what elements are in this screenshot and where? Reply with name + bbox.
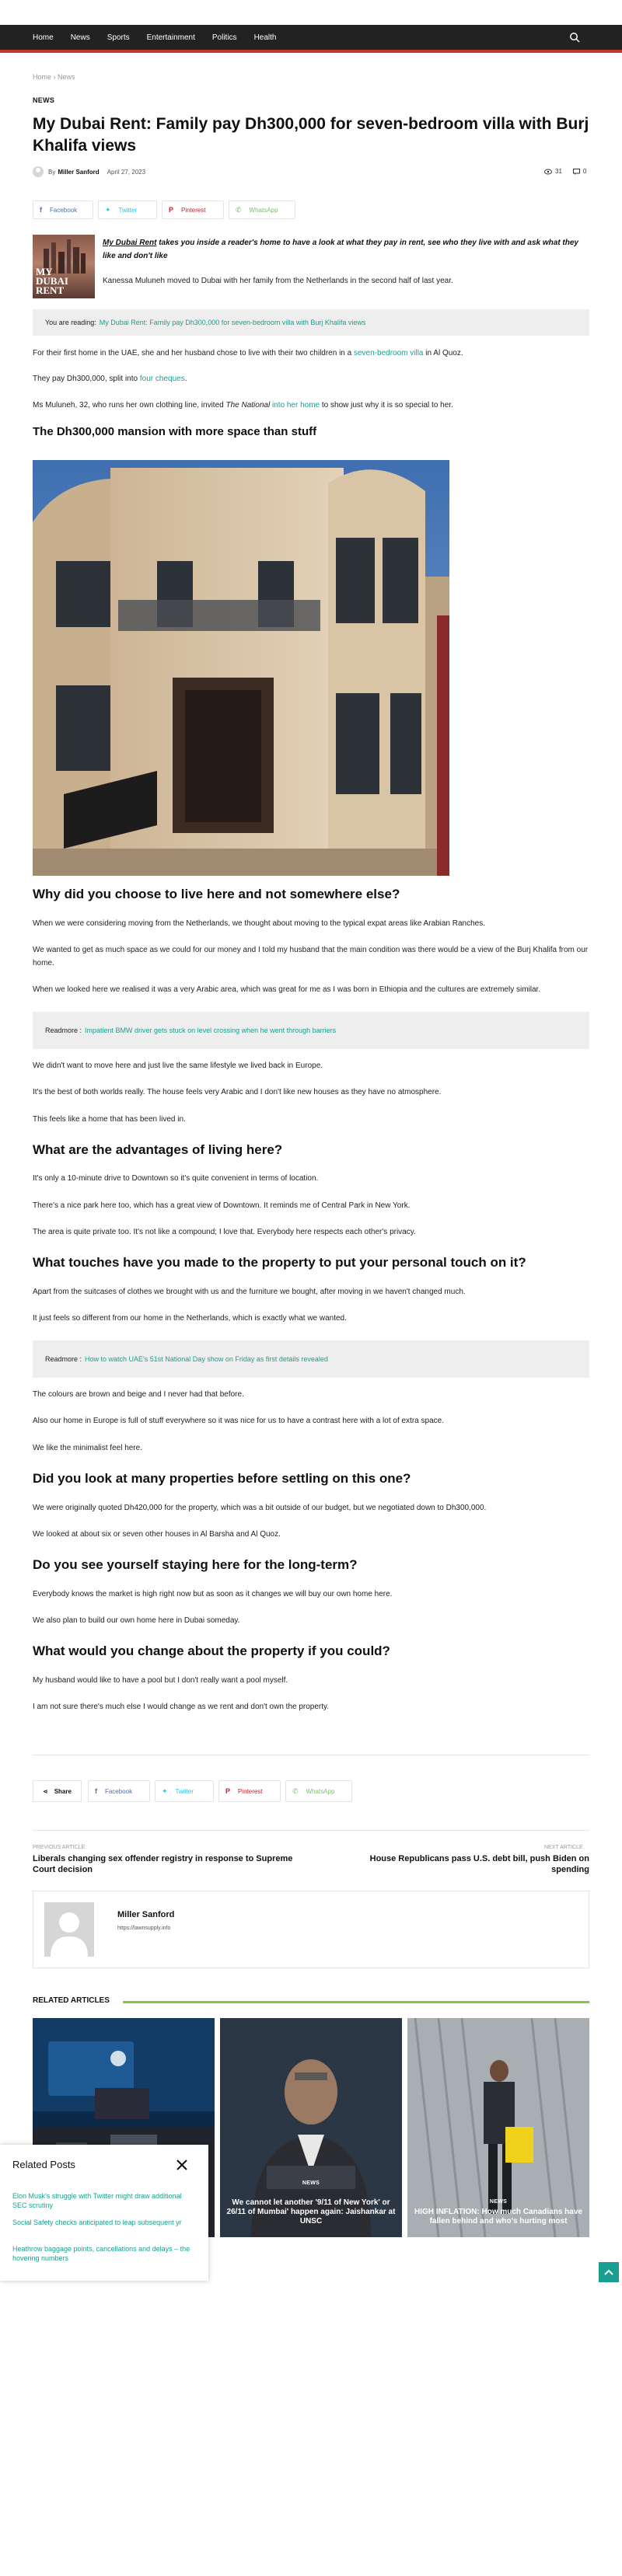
bottom-facebook-label: Facebook: [104, 1787, 133, 1795]
nav-item-health[interactable]: Health: [253, 33, 277, 42]
pinterest-icon: P: [169, 206, 174, 214]
heading-long-term: Do you see yourself staying here for the long-term?: [33, 1557, 358, 1572]
comment-icon: [573, 169, 580, 175]
share-pinterest-button[interactable]: [162, 200, 224, 219]
related-post-link-1[interactable]: Elon Musk's struggle with Twitter might draw additional SEC scrutiny: [12, 2192, 182, 2209]
share-label-box: [33, 1780, 82, 1802]
intro-paragraph: Kanessa Muluneh moved to Dubai with her family from the Netherlands in the second half of last year.: [103, 277, 453, 285]
intro-standfirst-text: takes you inside a reader's home to have a look at what they pay in rent, see who they live with and ask what they like and don't like: [103, 239, 578, 260]
paragraph-23: I am not sure there's much else I would change as we rent and don't own the property.: [33, 1703, 330, 1711]
next-article-label: NEXT ARTICLE: [544, 1845, 583, 1850]
related-articles-title: RELATED ARTICLES: [33, 1996, 110, 2005]
divider-bottom: [33, 1830, 589, 1831]
the-national-text: The National: [225, 401, 271, 410]
heading-advantages: What are the advantages of living here?: [33, 1142, 283, 1157]
user-placeholder-icon: [44, 1902, 94, 1957]
readmore-label-1: Readmore :: [45, 1027, 82, 1034]
paragraph-2: [33, 372, 589, 385]
facebook-icon: f: [40, 206, 42, 214]
you-are-reading-box: [33, 309, 589, 336]
share-twitter-button[interactable]: [98, 200, 157, 219]
publish-date: April 27, 2023: [107, 168, 146, 176]
paragraph-7: We didn't want to move here and just live the same lifestyle we lived back in Europe.: [33, 1061, 323, 1070]
related-post-link-3[interactable]: Heathrow baggage points, cancellations and delays – the hovering numbers: [12, 2245, 190, 2262]
you-are-reading-label: You are reading:: [45, 319, 96, 326]
share-twitter-label: Twitter: [118, 206, 138, 214]
heading-touches: What touches have you made to the property to put your personal touch on it?: [33, 1255, 526, 1270]
villa-photo: [33, 460, 449, 876]
related-card-2-tag: NEWS: [302, 2180, 320, 2186]
breadcrumb-separator: ›: [53, 73, 56, 81]
pinterest-icon: P: [225, 1787, 230, 1795]
related-card-2[interactable]: [220, 2018, 402, 2237]
paragraph-22: My husband would like to have a pool but I don't really want a pool myself.: [33, 1676, 288, 1685]
share-icon: ⋖: [43, 1787, 48, 1795]
readmore-link-1[interactable]: Impatient BMW driver gets stuck on level crossing when he went through barriers: [85, 1027, 337, 1034]
author-avatar[interactable]: [44, 1902, 94, 1957]
breadcrumb-current[interactable]: News: [58, 73, 75, 81]
share-whatsapp-label: WhatsApp: [249, 206, 278, 214]
twitter-icon: ✦: [105, 205, 111, 214]
bottom-twitter-label: Twitter: [175, 1787, 194, 1795]
paragraph-21: We also plan to build our own home here in Dubai someday.: [33, 1616, 240, 1625]
share-facebook-button[interactable]: [33, 200, 93, 219]
author-prefix: By: [48, 168, 56, 176]
article-title: My Dubai Rent: Family pay Dh300,000 for seven-bedroom villa with Burj Khalifa views: [33, 115, 589, 155]
whatsapp-icon: ✆: [236, 205, 242, 214]
nav-item-sports[interactable]: Sports: [107, 33, 130, 42]
related-card-3-title: HIGH INFLATION: How much Canadians have fallen behind and who's hurting most: [414, 2208, 582, 2226]
paragraph-9: This feels like a home that has been lived in.: [33, 1115, 186, 1124]
paragraph-1: [33, 347, 589, 360]
paragraph-11: There's a nice park here too, which has a great view of Downtown. It reminds me of Central Park in New York.: [33, 1201, 411, 1210]
paragraph-3-text-a: Ms Muluneh, 32, who runs her own clothing line, invited: [33, 401, 226, 410]
related-articles-divider: [123, 2001, 589, 2003]
whatsapp-icon: ✆: [292, 1786, 299, 1795]
close-icon[interactable]: [176, 2159, 188, 2171]
share-facebook-label: Facebook: [50, 206, 78, 214]
prev-article-label: PREVIOUS ARTICLE: [33, 1845, 86, 1850]
heading-change: What would you change about the property if you could?: [33, 1644, 390, 1658]
my-dubai-rent-logo-image: [33, 235, 95, 298]
heading-properties: Did you look at many properties before settling on this one?: [33, 1471, 411, 1486]
readmore-box-2: [33, 1340, 589, 1378]
nav-menu: [33, 25, 293, 50]
related-posts-title: Related Posts: [12, 2159, 75, 2170]
search-icon[interactable]: [569, 32, 580, 43]
paragraph-1-text-a: For their first home in the UAE, she and her husband chose to live with their two children in a: [33, 349, 354, 357]
paragraph-15: The colours are brown and beige and I never had that before.: [33, 1390, 244, 1399]
paragraph-1-text-b: in Al Quoz.: [423, 349, 463, 357]
paragraph-18: We were originally quoted Dh420,000 for the property, which was a bit outside of our budget, but we negotiated down to Dh300,000.: [33, 1504, 487, 1512]
paragraph-8: It's the best of both worlds really. The house feels very Arabic and I don't like new houses as they have no atmosphere.: [33, 1088, 442, 1096]
share-whatsapp-button[interactable]: [229, 200, 295, 219]
heading-why: Why did you choose to live here and not somewhere else?: [33, 887, 400, 901]
nav-item-politics[interactable]: Politics: [211, 33, 237, 42]
paragraph-14: It just feels so different from our home in the Netherlands, which is exactly what we wanted.: [33, 1314, 347, 1323]
comments-value: 0: [582, 168, 587, 175]
category-tag[interactable]: NEWS: [33, 96, 55, 104]
intro-standfirst: [103, 236, 585, 263]
intro-series-link[interactable]: My Dubai Rent: [103, 239, 157, 247]
bottom-share-pinterest-button[interactable]: [218, 1780, 281, 1802]
paragraph-13: Apart from the suitcases of clothes we brought with us and the furniture we bought, after moving in we haven't changed much.: [33, 1288, 466, 1296]
views-value: 31: [555, 168, 562, 175]
paragraph-19: We looked at about six or seven other houses in Al Barsha and Al Quoz.: [33, 1530, 281, 1539]
prev-article-link[interactable]: Liberals changing sex offender registry in response to Supreme Court decision: [33, 1854, 293, 1874]
you-are-reading-link[interactable]: My Dubai Rent: Family pay Dh300,000 for seven-bedroom villa with Burj Khalifa views: [99, 319, 366, 326]
share-label: Share: [54, 1787, 72, 1795]
paragraph-2-text-a: They pay Dh300,000, split into: [33, 375, 140, 383]
comments-count[interactable]: [573, 168, 586, 175]
related-card-2-title: We cannot let another '9/11 of New York' or 26/11 of Mumbai' happen again: Jaishankar at UNSC: [226, 2198, 396, 2226]
article-stats: [544, 168, 597, 175]
logo-text: [36, 267, 92, 295]
paragraph-3-text-b: to show just why it is so special to her.: [320, 401, 453, 410]
four-cheques-link[interactable]: four cheques: [139, 375, 185, 383]
author-box-url[interactable]: https://lawnsupply.info: [117, 1926, 171, 1931]
villa-illustration: [33, 460, 449, 876]
logo-line-1: MY: [36, 266, 53, 277]
bottom-pinterest-label: Pinterest: [237, 1787, 263, 1795]
views-count: [544, 168, 562, 175]
share-row-top: [33, 200, 300, 219]
related-card-3[interactable]: [407, 2018, 589, 2237]
nav-item-home[interactable]: Home: [33, 33, 54, 42]
avatar[interactable]: [33, 166, 44, 177]
author-box: [33, 1891, 589, 1968]
paragraph-17: We like the minimalist feel here.: [33, 1444, 142, 1452]
readmore-label-2: Readmore :: [45, 1355, 82, 1363]
bottom-share-whatsapp-button[interactable]: [285, 1780, 352, 1802]
related-posts-popup: [0, 2145, 208, 2281]
readmore-box-1: [33, 1012, 589, 1049]
bottom-share-twitter-button[interactable]: [155, 1780, 214, 1802]
share-pinterest-label: Pinterest: [181, 206, 206, 214]
eye-icon: [544, 169, 552, 175]
share-row-bottom: [33, 1780, 357, 1802]
breadcrumb-home[interactable]: Home: [33, 73, 52, 81]
paragraph-16: Also our home in Europe is full of stuff everywhere so it was nice for us to have a contrast here with a lot of extra space.: [33, 1417, 444, 1425]
paragraph-20: Everybody knows the market is high right now but as soon as it changes we will buy our own home here.: [33, 1590, 393, 1598]
twitter-icon: ✦: [161, 1786, 168, 1795]
nav-item-entertainment[interactable]: Entertainment: [146, 33, 195, 42]
top-navbar: [0, 25, 622, 53]
related-card-3-tag: NEWS: [489, 2199, 508, 2205]
bottom-whatsapp-label: WhatsApp: [306, 1787, 335, 1795]
logo-line-2: DUBAI RENT: [36, 275, 68, 296]
author-box-name[interactable]: Miller Sanford: [117, 1910, 175, 1919]
facebook-icon: f: [94, 1787, 97, 1795]
bottom-share-facebook-button[interactable]: [88, 1780, 150, 1802]
breadcrumb: [33, 73, 75, 81]
related-post-link-2[interactable]: Social Safety checks anticipated to leap subsequent yr: [12, 2219, 182, 2226]
paragraph-3: [33, 399, 589, 412]
nav-item-news[interactable]: News: [70, 33, 90, 42]
readmore-link-2[interactable]: How to watch UAE's 51st National Day show on Friday as first details revealed: [85, 1355, 328, 1363]
article-meta: [33, 166, 145, 178]
subheading-mansion: The Dh300,000 mansion with more space than stuff: [33, 425, 317, 438]
seven-bedroom-villa-link[interactable]: seven-bedroom villa: [354, 349, 424, 357]
paragraph-4: When we were considering moving from the Netherlands, we thought about moving to the typical expat areas like Arabian Ranches.: [33, 919, 485, 928]
into-her-home-link[interactable]: into her home: [271, 401, 320, 410]
scroll-to-top-button[interactable]: [599, 2262, 619, 2282]
paragraph-2-text-b: .: [184, 375, 187, 383]
paragraph-6: When we looked here we realised it was a very Arabic area, which was great for me as I was born in Ethiopia and the cultures are extremely similar.: [33, 985, 541, 994]
paragraph-5: We wanted to get as much space as we could for our money and I told my husband that the main condition was there would be a view of the Burj Khalifa from our home.: [33, 946, 589, 967]
author-link[interactable]: Miller Sanford: [58, 168, 100, 176]
paragraph-12: The area is quite private too. It's not like a compound; I love that. Everybody here respects each other's privacy.: [33, 1228, 416, 1236]
paragraph-10: It's only a 10-minute drive to Downtown so it's quite convenient in terms of location.: [33, 1174, 319, 1183]
chevron-up-icon: [604, 2269, 613, 2275]
next-article-link[interactable]: House Republicans pass U.S. debt bill, push Biden on spending: [369, 1854, 589, 1874]
